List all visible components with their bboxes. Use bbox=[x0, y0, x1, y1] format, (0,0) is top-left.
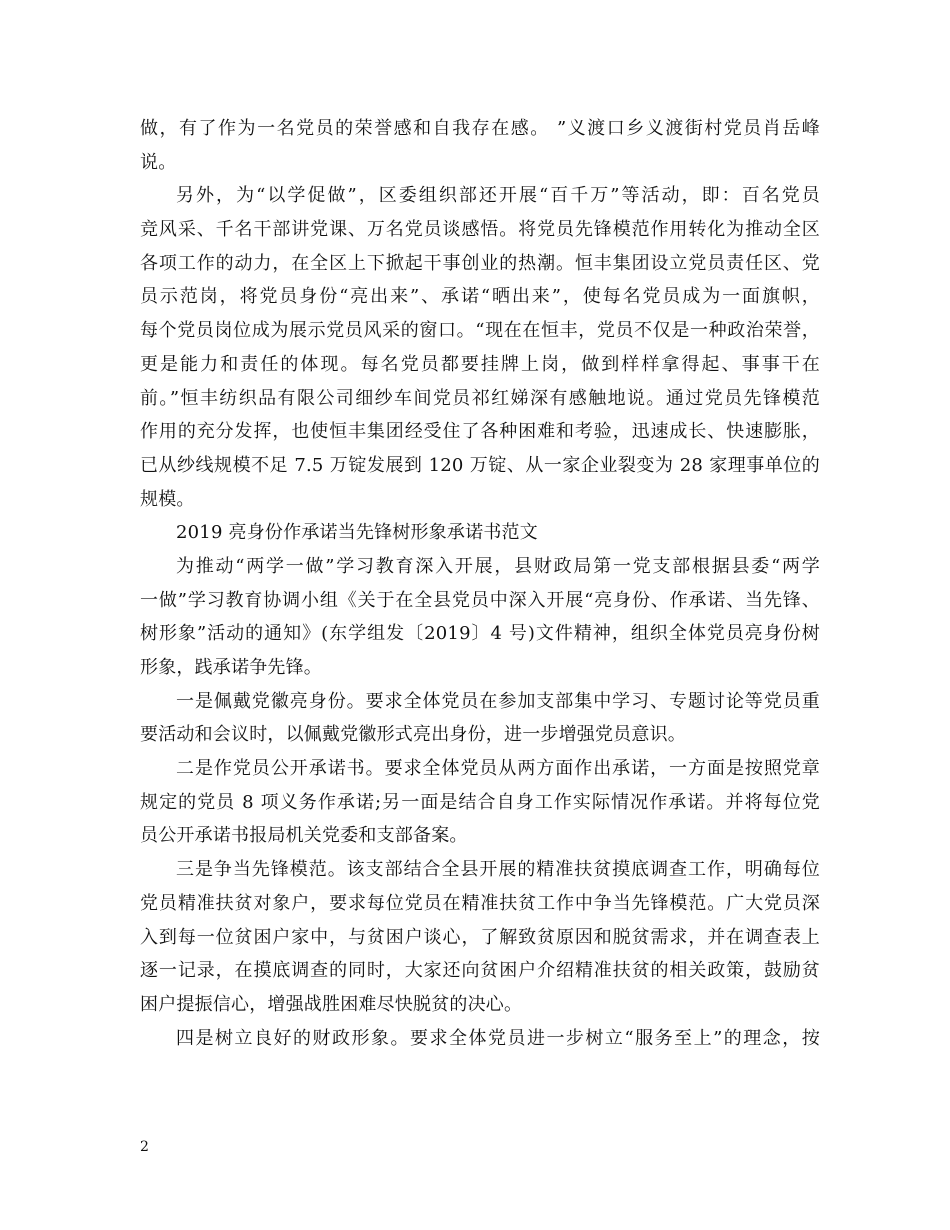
text-line: 二是作党员公开承诺书。要求全体党员从两方面作出承诺，一方面是按照党章 bbox=[176, 758, 820, 780]
text-line: 前。”恒丰纺织品有限公司细纱车间党员祁红娣深有感触地说。通过党员先锋模范 bbox=[140, 387, 820, 409]
text-line: 形象，践承诺争先锋。 bbox=[140, 657, 322, 678]
text-line: 每个党员岗位成为展示党员风采的窗口。“现在在恒丰，党员不仅是一种政治荣誉， bbox=[140, 320, 820, 342]
text-line: 四是树立良好的财政形象。要求全体党员进一步树立“服务至上”的理念，按 bbox=[176, 1027, 820, 1049]
text-line: 树形象”活动的通知》(东学组发〔2019〕4 号)文件精神，组织全体党员亮身份树 bbox=[140, 623, 820, 645]
document-body bbox=[140, 112, 820, 1055]
page-number: 2 bbox=[140, 1139, 149, 1155]
text-line: 逐一记录，在摸底调查的同时，大家还向贫困户介绍精准扶贫的相关政策，鼓励贫 bbox=[140, 960, 820, 982]
text-line: 为推动“两学一做”学习教育深入开展，县财政局第一党支部根据县委“两学 bbox=[176, 555, 820, 577]
text-line: 2019 亮身份作承诺当先锋树形象承诺书范文 bbox=[176, 522, 538, 544]
text-line: 竞风采、千名干部讲党课、万名党员谈感悟。将党员先锋模范作用转化为推动全区 bbox=[140, 219, 820, 241]
text-line: 党员精准扶贫对象户，要求每位党员在精准扶贫工作中争当先锋模范。广大党员深 bbox=[140, 892, 820, 914]
text-line: 一做”学习教育协调小组《关于在全县党员中深入开展“亮身份、作承诺、当先锋、 bbox=[140, 589, 820, 611]
text-line: 员示范岗，将党员身份“亮出来”、承诺“晒出来”，使每名党员成为一面旗帜， bbox=[140, 286, 820, 308]
text-line: 作用的充分发挥，也使恒丰集团经受住了各种困难和考验，迅速成长、快速膨胀， bbox=[140, 421, 820, 443]
text-line: 各项工作的动力，在全区上下掀起干事创业的热潮。恒丰集团设立党员责任区、党 bbox=[140, 252, 820, 274]
text-line: 员公开承诺书报局机关党委和支部备案。 bbox=[140, 825, 468, 847]
text-line: 做，有了作为一名党员的荣誉感和自我存在感。 ”义渡口乡义渡街村党员肖岳峰 bbox=[140, 118, 820, 139]
text-line: 规模。 bbox=[140, 488, 195, 510]
text-line: 另外，为“以学促做”，区委组织部还开展“百千万”等活动，即：百名党员 bbox=[176, 185, 820, 207]
text-line: 规定的党员 8 项义务作承诺;另一面是结合自身工作实际情况作承诺。并将每位党 bbox=[140, 791, 820, 813]
text-line: 要活动和会议时，以佩戴党徽形式亮出身份，进一步增强党员意识。 bbox=[140, 724, 686, 746]
text-line: 更是能力和责任的体现。每名党员都要挂牌上岗，做到样样拿得起、事事干在 bbox=[140, 353, 820, 375]
text-line: 困户提振信心，增强战胜困难尽快脱贫的决心。 bbox=[140, 993, 523, 1015]
text-line: 一是佩戴党徽亮身份。要求全体党员在参加支部集中学习、专题讨论等党员重 bbox=[176, 690, 820, 712]
text-line: 已从纱线规模不足 7.5 万锭发展到 120 万锭、从一家企业裂变为 28 家理事单位的 bbox=[140, 454, 820, 476]
text-line: 入到每一位贫困户家中，与贫困户谈心，了解致贫原因和脱贫需求，并在调查表上 bbox=[140, 926, 820, 948]
text-line: 说。 bbox=[140, 151, 177, 173]
text-line: 三是争当先锋模范。该支部结合全县开展的精准扶贫摸底调查工作，明确每位 bbox=[176, 859, 820, 881]
